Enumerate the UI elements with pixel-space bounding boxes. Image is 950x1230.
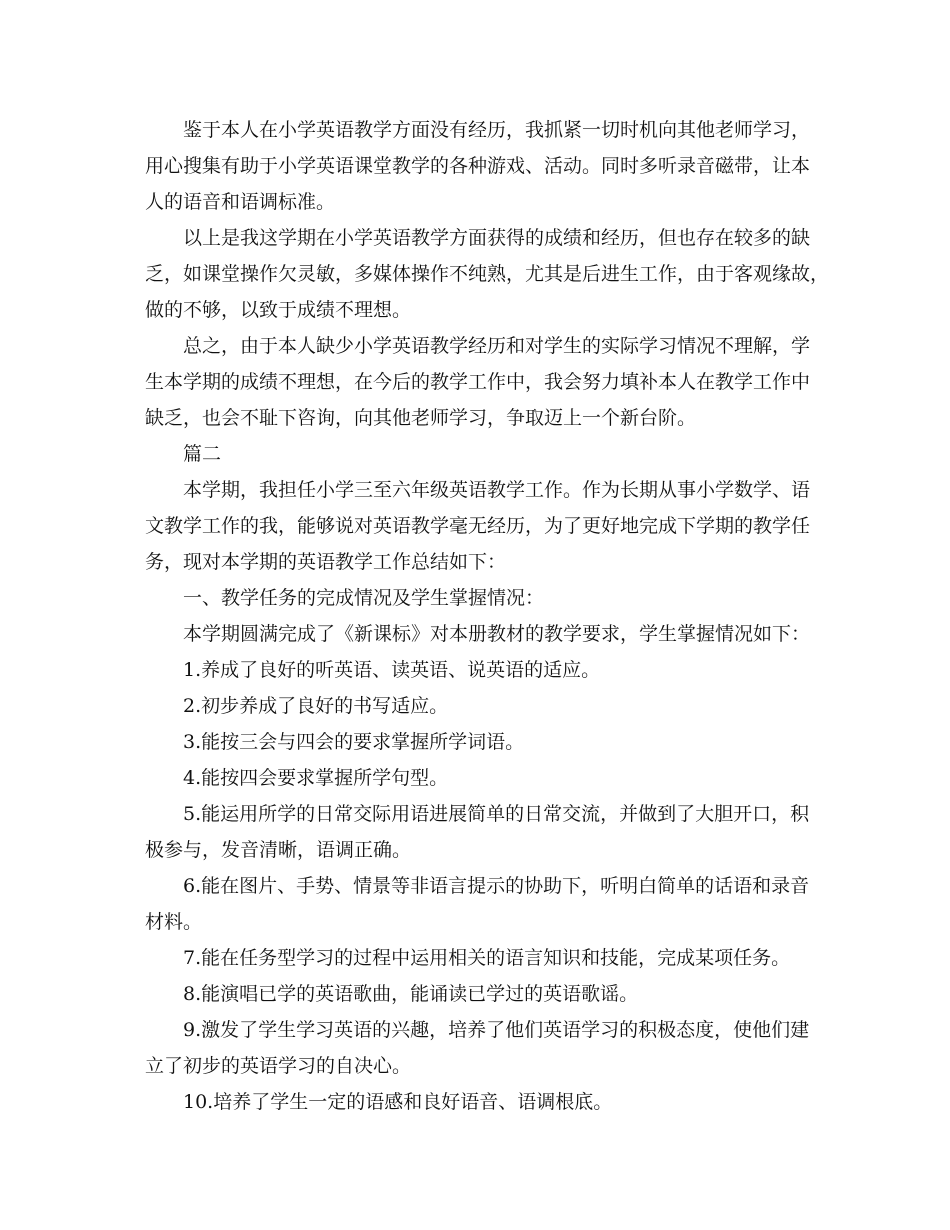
text-line: 材料。 <box>145 911 203 933</box>
text-line: 本学期，我担任小学三至六年级英语教学工作。作为长期从事小学数学、语 <box>183 479 811 501</box>
text-line: 乏，如课堂操作欠灵敏，多媒体操作不纯熟，尤其是后进生工作，由于客观缘故， <box>145 263 830 285</box>
text-line: 极参与，发音清晰，语调正确。 <box>145 839 412 861</box>
paragraph <box>145 976 805 1012</box>
text-line: 3.能按三会与四会的要求掌握所学词语。 <box>183 731 525 753</box>
paragraph <box>145 796 810 868</box>
text-line: 4.能按四会要求掌握所学句型。 <box>183 767 449 789</box>
paragraph <box>145 724 805 760</box>
paragraph <box>145 868 810 940</box>
text-line: 总之，由于本人缺少小学英语教学经历和对学生的实际学习情况不理解，学 <box>183 335 811 357</box>
text-line: 一、教学任务的完成情况及学生掌握情况： <box>183 587 545 609</box>
paragraph <box>145 112 811 220</box>
text-line: 7.能在任务型学习的过程中运用相关的语言知识和技能，完成某项任务。 <box>183 947 791 969</box>
paragraph <box>145 616 811 652</box>
paragraph <box>145 1084 805 1120</box>
paragraph <box>145 940 805 976</box>
text-line: 做的不够，以致于成绩不理想。 <box>145 299 412 321</box>
text-line: 文教学工作的我，能够说对英语教学毫无经历，为了更好地完成下学期的教学任 <box>145 515 811 537</box>
paragraph <box>145 1012 810 1084</box>
paragraph <box>145 652 805 688</box>
text-line: 立了初步的英语学习的自决心。 <box>145 1055 412 1077</box>
text-line: 5.能运用所学的日常交际用语进展简单的日常交流，并做到了大胆开口，积 <box>183 803 810 825</box>
text-line: 以上是我这学期在小学英语教学方面获得的成绩和经历，但也存在较多的缺 <box>183 227 811 249</box>
text-line: 8.能演唱已学的英语歌曲，能诵读已学过的英语歌谣。 <box>183 983 639 1005</box>
text-line: 生本学期的成绩不理想，在今后的教学工作中，我会努力填补本人在教学工作中 <box>145 371 811 393</box>
text-line: 本学期圆满完成了《新课标》对本册教材的教学要求，学生掌握情况如下： <box>183 623 811 645</box>
paragraph <box>145 436 805 472</box>
text-line: 篇二 <box>183 443 222 465</box>
text-line: 鉴于本人在小学英语教学方面没有经历，我抓紧一切时机向其他老师学习， <box>183 119 811 141</box>
text-line: 务，现对本学期的英语教学工作总结如下： <box>145 551 507 573</box>
text-line: 9.激发了学生学习英语的兴趣，培养了他们英语学习的积极态度，使他们建 <box>183 1019 810 1041</box>
paragraph <box>145 220 830 328</box>
document-body <box>145 112 830 1120</box>
paragraph <box>145 580 805 616</box>
text-line: 用心搜集有助于小学英语课堂教学的各种游戏、活动。同时多听录音磁带，让本 <box>145 155 811 177</box>
text-line: 2.初步养成了良好的书写适应。 <box>183 695 449 717</box>
paragraph <box>145 328 811 436</box>
paragraph <box>145 472 811 580</box>
paragraph <box>145 760 805 796</box>
text-line: 1.养成了良好的听英语、读英语、说英语的适应。 <box>183 659 601 681</box>
text-line: 10.培养了学生一定的语感和良好语音、语调根底。 <box>183 1091 613 1113</box>
text-line: 缺乏，也会不耻下咨询，向其他老师学习，争取迈上一个新台阶。 <box>145 407 697 429</box>
paragraph <box>145 688 805 724</box>
text-line: 6.能在图片、手势、情景等非语言提示的协助下，听明白简单的话语和录音 <box>183 875 810 897</box>
text-line: 人的语音和语调标准。 <box>145 191 336 213</box>
